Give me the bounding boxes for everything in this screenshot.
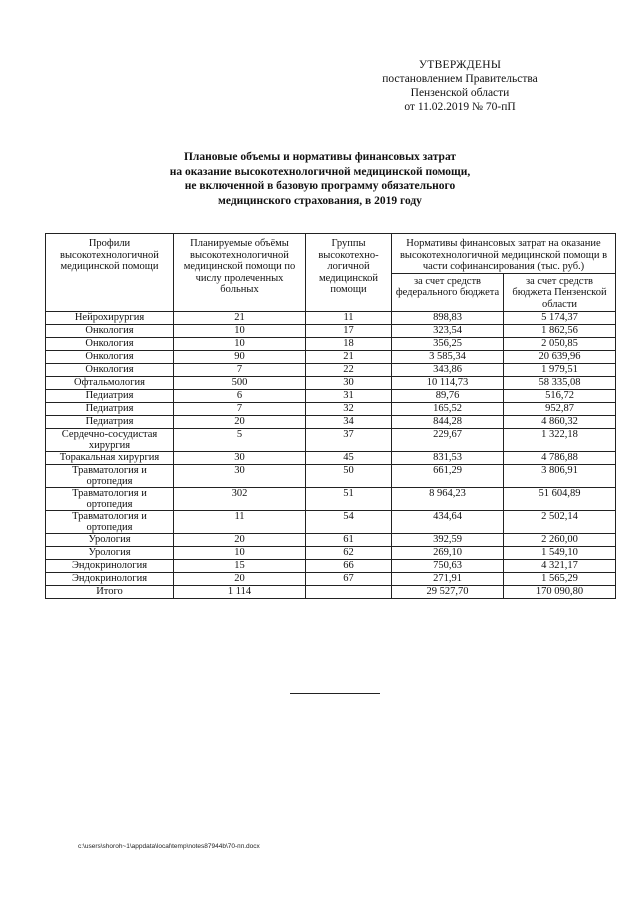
cell-planned: 20 — [174, 416, 306, 429]
cell-federal: 343,86 — [392, 364, 504, 377]
cell-profile: Травматология и ортопедия — [46, 511, 174, 534]
table-row — [46, 351, 616, 364]
cell-planned: 20 — [174, 573, 306, 586]
cell-planned: 10 — [174, 325, 306, 338]
header-federal: за счет средств федерального бюджета — [392, 273, 504, 312]
cell-group: 51 — [306, 488, 392, 511]
table-row — [46, 452, 616, 465]
cell-regional: 5 174,37 — [504, 312, 616, 325]
cell-profile: Нейрохирургия — [46, 312, 174, 325]
cell-federal: 392,59 — [392, 534, 504, 547]
cell-regional: 20 639,96 — [504, 351, 616, 364]
cell-regional: 1 565,29 — [504, 573, 616, 586]
table-row — [46, 416, 616, 429]
cell-planned: 10 — [174, 338, 306, 351]
cell-federal: 271,91 — [392, 573, 504, 586]
cell-federal: 750,63 — [392, 560, 504, 573]
cell-profile: Урология — [46, 547, 174, 560]
cell-regional: 2 502,14 — [504, 511, 616, 534]
cell-profile: Эндокринология — [46, 573, 174, 586]
cell-group: 61 — [306, 534, 392, 547]
total-regional: 170 090,80 — [504, 586, 616, 599]
cell-regional: 1 322,18 — [504, 429, 616, 452]
cell-regional: 1 862,56 — [504, 325, 616, 338]
cell-group: 11 — [306, 312, 392, 325]
cell-profile: Торакальная хирургия — [46, 452, 174, 465]
cell-regional: 4 786,88 — [504, 452, 616, 465]
cell-regional: 4 321,17 — [504, 560, 616, 573]
cell-planned: 302 — [174, 488, 306, 511]
total-planned: 1 114 — [174, 586, 306, 599]
approval-heading: УТВЕРЖДЕНЫ — [418, 59, 502, 71]
cell-regional: 3 806,91 — [504, 465, 616, 488]
title-line: на оказание высокотехнологичной медицинской помощи, — [169, 165, 471, 178]
cell-federal: 434,64 — [392, 511, 504, 534]
cell-federal: 8 964,23 — [392, 488, 504, 511]
cell-group: 30 — [306, 377, 392, 390]
cell-regional: 2 050,85 — [504, 338, 616, 351]
cell-planned: 7 — [174, 403, 306, 416]
cell-federal: 3 585,34 — [392, 351, 504, 364]
total-label: Итого — [46, 586, 174, 599]
cell-group: 37 — [306, 429, 392, 452]
cell-group: 54 — [306, 511, 392, 534]
cell-planned: 10 — [174, 547, 306, 560]
cell-regional: 516,72 — [504, 390, 616, 403]
cell-profile: Травматология и ортопедия — [46, 488, 174, 511]
cell-regional: 1 549,10 — [504, 547, 616, 560]
cell-federal: 269,10 — [392, 547, 504, 560]
cell-planned: 500 — [174, 377, 306, 390]
cell-profile: Травматология и ортопедия — [46, 465, 174, 488]
cell-planned: 30 — [174, 452, 306, 465]
cell-profile: Онкология — [46, 364, 174, 377]
cell-group: 31 — [306, 390, 392, 403]
table-row — [46, 547, 616, 560]
table-row — [46, 403, 616, 416]
cell-profile: Педиатрия — [46, 416, 174, 429]
cell-group: 66 — [306, 560, 392, 573]
total-federal: 29 527,70 — [392, 586, 504, 599]
cell-regional: 58 335,08 — [504, 377, 616, 390]
cell-regional: 1 979,51 — [504, 364, 616, 377]
cell-planned: 11 — [174, 511, 306, 534]
table-row — [46, 560, 616, 573]
title-line: Плановые объемы и нормативы финансовых затрат — [183, 151, 457, 163]
cell-federal: 844,28 — [392, 416, 504, 429]
approval-date: от 11.02.2019 № 70-пП — [404, 101, 516, 113]
cell-planned: 15 — [174, 560, 306, 573]
cell-planned: 21 — [174, 312, 306, 325]
table-row — [46, 312, 616, 325]
end-separator — [290, 693, 380, 694]
document-title — [110, 150, 530, 208]
cell-profile: Урология — [46, 534, 174, 547]
table-row — [46, 390, 616, 403]
cell-federal: 356,25 — [392, 338, 504, 351]
cell-group: 17 — [306, 325, 392, 338]
cell-regional: 2 260,00 — [504, 534, 616, 547]
cell-regional: 952,87 — [504, 403, 616, 416]
cell-planned: 90 — [174, 351, 306, 364]
title-line: медицинского страхования, в 2019 году — [218, 194, 422, 207]
cell-federal: 165,52 — [392, 403, 504, 416]
norms-table — [45, 233, 616, 599]
approval-block — [360, 58, 560, 114]
table-row — [46, 573, 616, 586]
cell-group: 45 — [306, 452, 392, 465]
cell-group: 34 — [306, 416, 392, 429]
cell-profile: Педиатрия — [46, 403, 174, 416]
cell-profile: Онкология — [46, 338, 174, 351]
cell-federal: 661,29 — [392, 465, 504, 488]
file-path: c:\users\shoroh~1\appdata\local\temp\notes87944b\70-пп.docx — [78, 843, 260, 850]
cell-profile: Онкология — [46, 351, 174, 364]
cell-group: 18 — [306, 338, 392, 351]
table-row — [46, 534, 616, 547]
table-row — [46, 325, 616, 338]
cell-planned: 30 — [174, 465, 306, 488]
cell-profile: Сердечно-сосудистая хирургия — [46, 429, 174, 452]
cell-regional: 51 604,89 — [504, 488, 616, 511]
header-planned: Планируемые объёмы высокотехнологичной медицинской помощи по числу пролеченных больных — [174, 234, 306, 312]
table-row — [46, 429, 616, 452]
cell-planned: 7 — [174, 364, 306, 377]
total-group — [306, 586, 392, 599]
approval-decree: постановлением Правительства — [382, 73, 538, 85]
table-row — [46, 465, 616, 488]
cell-profile: Офтальмология — [46, 377, 174, 390]
header-groups: Группы высокотехно-логичной медицинской помощи — [306, 234, 392, 312]
cell-federal: 831,53 — [392, 452, 504, 465]
table-row — [46, 338, 616, 351]
cell-federal: 89,76 — [392, 390, 504, 403]
header-norms: Нормативы финансовых затрат на оказание высокотехнологичной медицинской помощи в части софинансирования (тыс. руб.) — [392, 234, 616, 274]
cell-group: 32 — [306, 403, 392, 416]
cell-group: 67 — [306, 573, 392, 586]
cell-federal: 229,67 — [392, 429, 504, 452]
title-line: не включенной в базовую программу обязательного — [184, 180, 456, 192]
cell-regional: 4 860,32 — [504, 416, 616, 429]
header-regional: за счет средств бюджета Пензенской области — [504, 273, 616, 312]
cell-federal: 898,83 — [392, 312, 504, 325]
cell-planned: 20 — [174, 534, 306, 547]
table-row — [46, 511, 616, 534]
cell-planned: 6 — [174, 390, 306, 403]
cell-federal: 10 114,73 — [392, 377, 504, 390]
cell-profile: Педиатрия — [46, 390, 174, 403]
cell-planned: 5 — [174, 429, 306, 452]
cell-profile: Онкология — [46, 325, 174, 338]
total-row — [46, 586, 616, 599]
table-row — [46, 364, 616, 377]
cell-federal: 323,54 — [392, 325, 504, 338]
header-profile: Профили высокотехнологичной медицинской помощи — [46, 234, 174, 312]
cell-group: 21 — [306, 351, 392, 364]
table-row — [46, 377, 616, 390]
table-row — [46, 488, 616, 511]
cell-group: 22 — [306, 364, 392, 377]
cell-profile: Эндокринология — [46, 560, 174, 573]
cell-group: 50 — [306, 465, 392, 488]
cell-group: 62 — [306, 547, 392, 560]
approval-region: Пензенской области — [410, 87, 510, 99]
